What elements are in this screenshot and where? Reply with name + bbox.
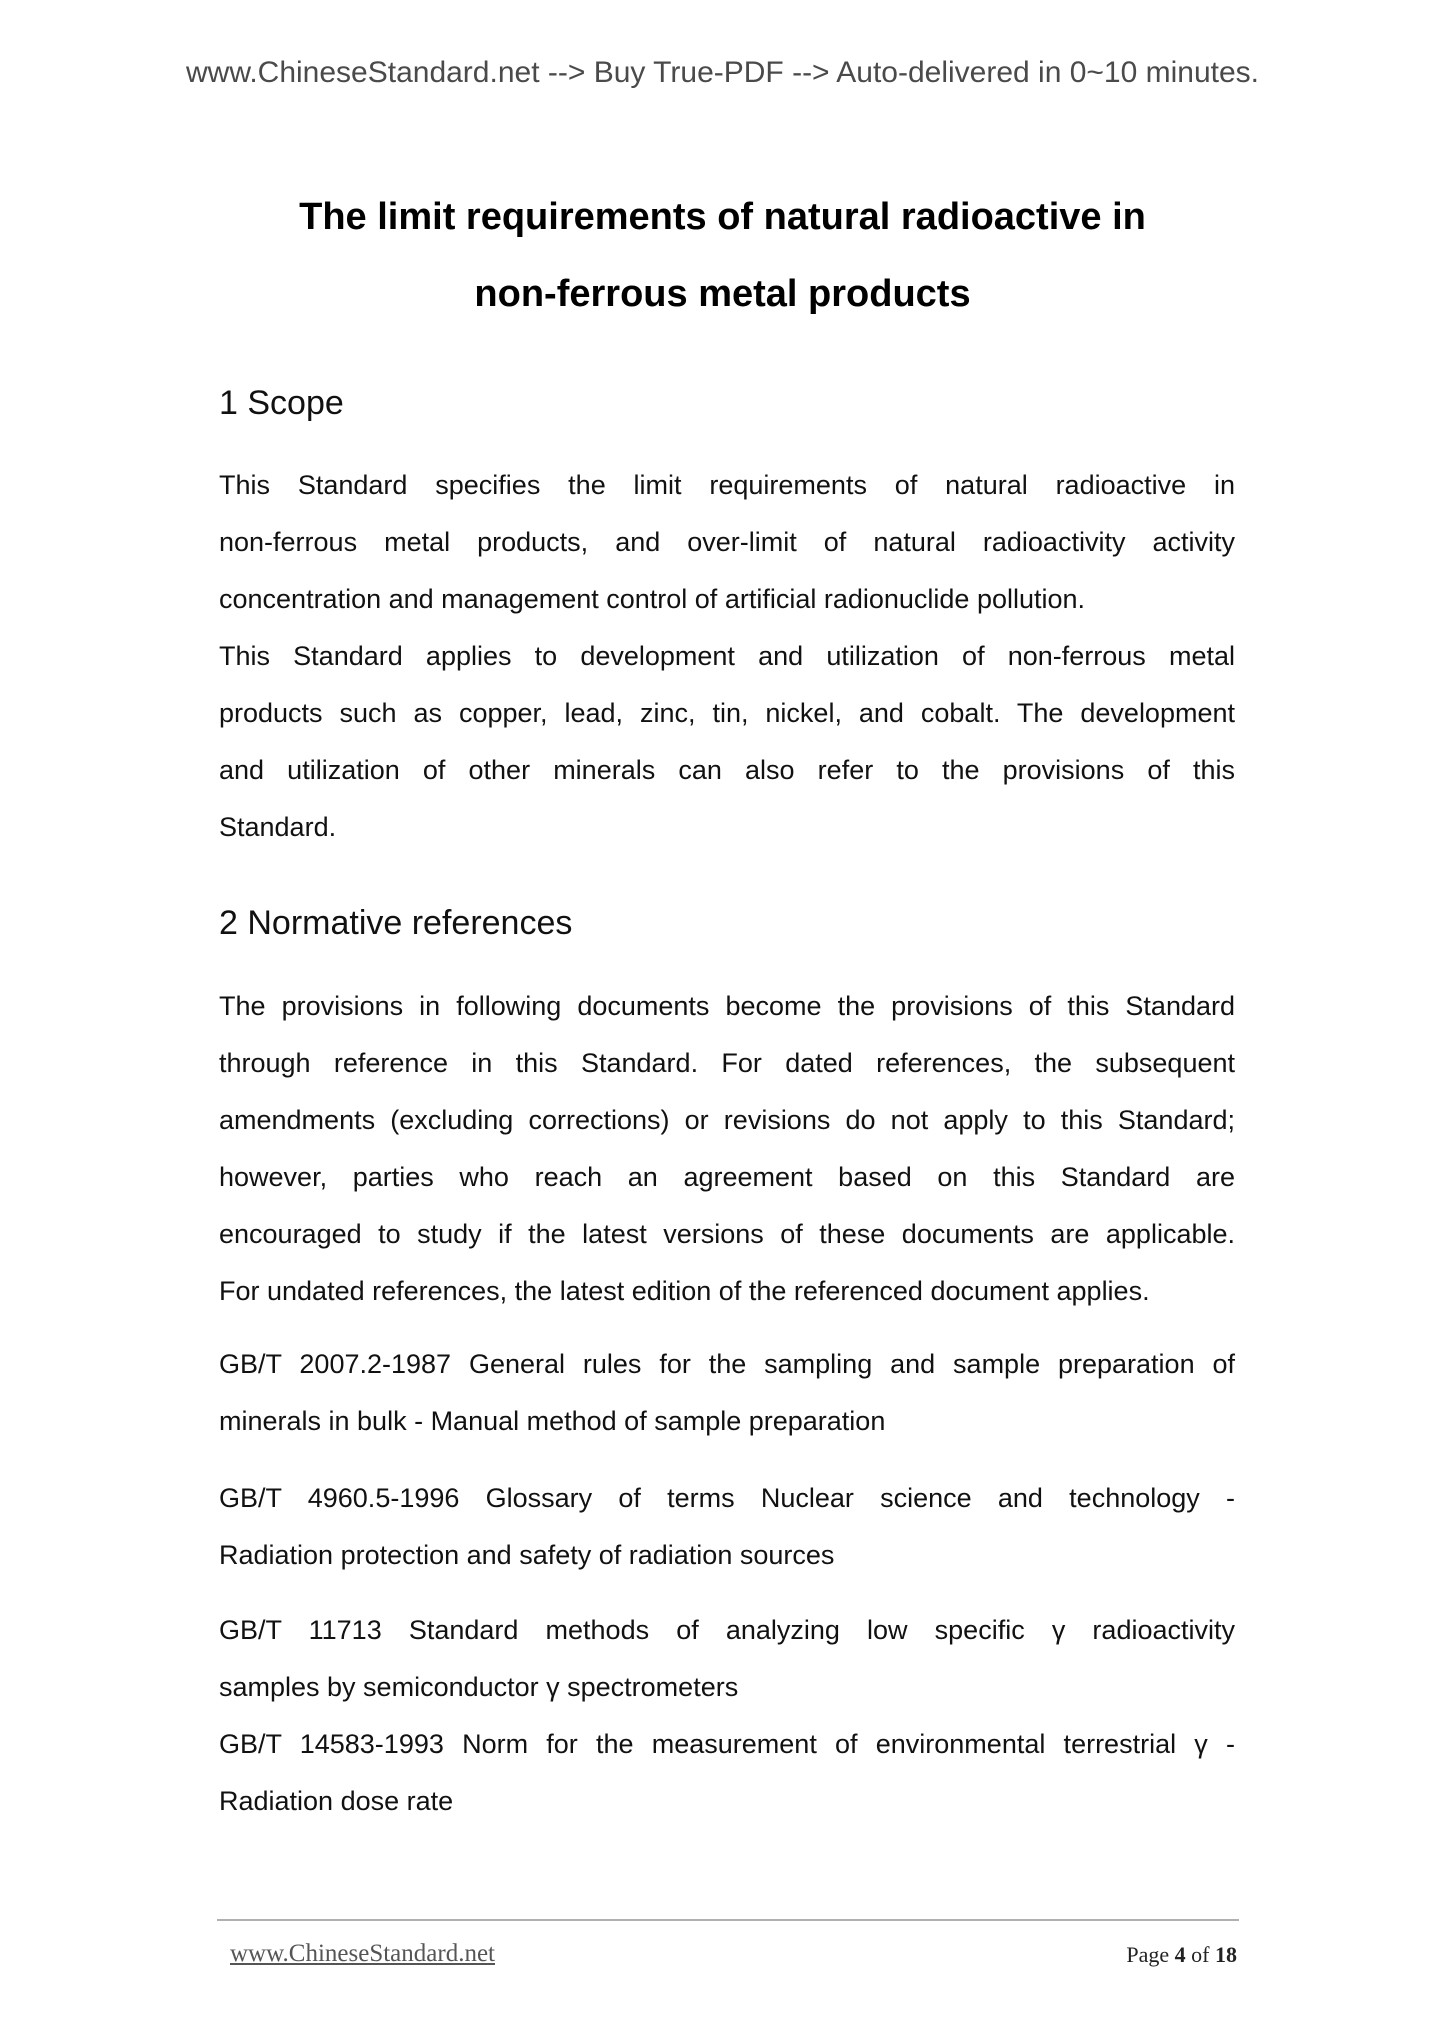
page-header-banner: www.ChineseStandard.net --> Buy True-PDF --> Auto-delivered in 0~10 minutes.	[185, 56, 1260, 89]
text-line: GB/T 4960.5-1996 Glossary of terms Nuclear science and technology -	[219, 1483, 1235, 1513]
text-line: amendments (excluding corrections) or revisions do not apply to this Standard;	[219, 1105, 1235, 1135]
text-line: through reference in this Standard. For dated references, the subsequent	[219, 1048, 1235, 1078]
text-line: This Standard applies to development and utilization of non-ferrous metal	[219, 641, 1235, 671]
document-title-line-1: The limit requirements of natural radioactive in	[299, 196, 1146, 238]
text-line: non-ferrous metal products, and over-limit of natural radioactivity activity	[219, 527, 1235, 557]
section-heading-scope: 1 Scope	[219, 384, 344, 422]
footer-site-link[interactable]: www.ChineseStandard.net	[230, 1940, 495, 1967]
text-line: and utilization of other minerals can also refer to the provisions of this	[219, 755, 1235, 785]
document-title-line-2: non-ferrous metal products	[474, 273, 971, 315]
text-line: GB/T 2007.2-1987 General rules for the sampling and sample preparation of	[219, 1349, 1235, 1379]
reference-gbt-2007	[219, 1336, 1235, 1450]
text-line: concentration and management control of artificial radionuclide pollution.	[219, 584, 1086, 614]
footer-divider	[217, 1919, 1239, 1921]
reference-gbt-11713-14583	[219, 1602, 1235, 1830]
text-line: Radiation protection and safety of radiation sources	[219, 1540, 835, 1570]
text-line: samples by semiconductor γ spectrometers	[219, 1672, 739, 1702]
page-label: Page	[1126, 1942, 1170, 1967]
text-line: products such as copper, lead, zinc, tin, nickel, and cobalt. The development	[219, 698, 1235, 728]
text-line: Radiation dose rate	[219, 1786, 454, 1816]
text-line: Standard.	[219, 812, 337, 842]
text-line: encouraged to study if the latest versions of these documents are applicable.	[219, 1219, 1235, 1249]
section-heading-normative-references: 2 Normative references	[219, 904, 573, 942]
text-line: GB/T 14583-1993 Norm for the measurement of environmental terrestrial γ -	[219, 1729, 1235, 1759]
text-line: however, parties who reach an agreement based on this Standard are	[219, 1162, 1235, 1192]
text-line: This Standard specifies the limit requirements of natural radioactive in	[219, 470, 1235, 500]
scope-paragraphs	[219, 457, 1235, 856]
text-line: The provisions in following documents become the provisions of this Standard	[219, 991, 1235, 1021]
text-line: For undated references, the latest edition of the referenced document applies.	[219, 1276, 1150, 1306]
text-line: minerals in bulk - Manual method of sample preparation	[219, 1406, 886, 1436]
text-line: GB/T 11713 Standard methods of analyzing low specific γ radioactivity	[219, 1615, 1235, 1645]
page-of: of	[1191, 1942, 1210, 1967]
reference-gbt-4960	[219, 1470, 1235, 1584]
current-page: 4	[1174, 1942, 1186, 1967]
normative-references-paragraph	[219, 978, 1235, 1320]
total-pages: 18	[1215, 1942, 1237, 1967]
page-number	[1126, 1942, 1237, 1968]
